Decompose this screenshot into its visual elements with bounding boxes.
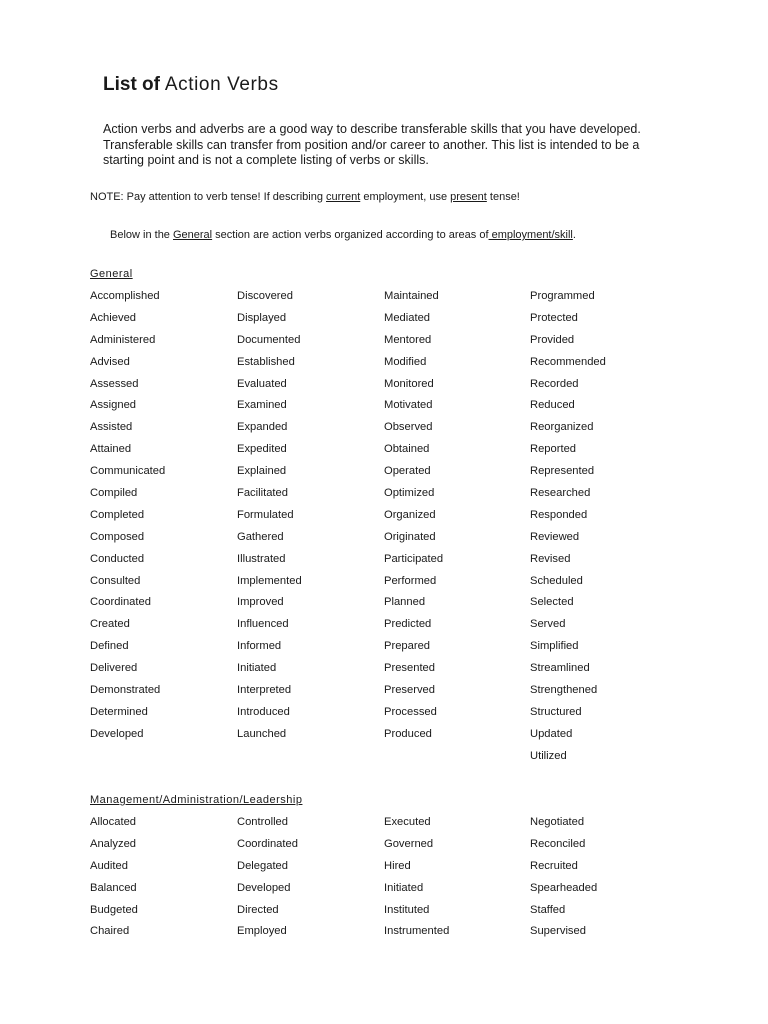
verb-item: Operated bbox=[384, 465, 431, 478]
verb-item: Influenced bbox=[237, 618, 289, 631]
verb-item: Composed bbox=[90, 530, 145, 543]
verb-item: Conducted bbox=[90, 552, 145, 565]
verb-item: Facilitated bbox=[237, 487, 288, 500]
verb-item: Predicted bbox=[384, 618, 432, 631]
below-prefix: Below in the bbox=[110, 229, 173, 241]
verb-item: Monitored bbox=[384, 377, 434, 390]
verb-item: Simplified bbox=[530, 640, 579, 653]
verb-item: Supervised bbox=[530, 925, 586, 938]
verb-item: Achieved bbox=[90, 311, 137, 324]
verb-item: Planned bbox=[384, 596, 426, 609]
verb-item: Examined bbox=[237, 399, 287, 412]
verb-item: Coordinated bbox=[90, 596, 151, 609]
verb-item: Hired bbox=[384, 859, 411, 872]
verb-item: Delivered bbox=[90, 662, 138, 675]
verb-item: Documented bbox=[237, 333, 301, 346]
verb-item: Introduced bbox=[237, 705, 290, 718]
verb-item: Controlled bbox=[237, 816, 288, 828]
verb-item: Prepared bbox=[384, 640, 431, 653]
verb-item: Coordinated bbox=[237, 837, 298, 850]
verb-item: Obtained bbox=[384, 443, 430, 456]
verb-item: Optimized bbox=[384, 487, 435, 500]
general-column-4 bbox=[530, 286, 606, 768]
verb-item: Implemented bbox=[237, 574, 302, 587]
verb-item: Balanced bbox=[90, 881, 137, 894]
verb-item: Delegated bbox=[237, 859, 289, 872]
verb-item: Employed bbox=[237, 925, 287, 938]
management-column-4 bbox=[530, 812, 597, 943]
verb-item: Mediated bbox=[384, 311, 431, 324]
verb-item: Analyzed bbox=[90, 837, 137, 850]
verb-item: Represented bbox=[530, 465, 595, 478]
verb-item: Reviewed bbox=[530, 530, 580, 543]
verb-item: Determined bbox=[90, 705, 148, 718]
verb-item: Structured bbox=[530, 705, 582, 718]
note-middle: employment, use bbox=[360, 191, 451, 203]
general-column-2 bbox=[237, 286, 302, 746]
verb-item: Allocated bbox=[90, 816, 137, 828]
note-current: current bbox=[326, 191, 361, 203]
verb-item: Displayed bbox=[237, 311, 287, 324]
verb-item: Compiled bbox=[90, 487, 138, 500]
verb-item: Discovered bbox=[237, 290, 293, 302]
verb-item: Established bbox=[237, 355, 295, 368]
verb-item: Presented bbox=[384, 662, 435, 675]
verb-item: Evaluated bbox=[237, 377, 287, 390]
verb-item: Informed bbox=[237, 640, 282, 653]
verb-item: Expanded bbox=[237, 421, 288, 434]
verb-item: Formulated bbox=[237, 508, 294, 521]
verb-item: Launched bbox=[237, 727, 287, 740]
management-column-1 bbox=[90, 812, 138, 943]
verb-item: Reorganized bbox=[530, 421, 594, 434]
verb-item: Completed bbox=[90, 508, 145, 521]
verb-item: Assigned bbox=[90, 399, 137, 412]
verb-item: Served bbox=[530, 618, 566, 631]
page-title-bold: List of bbox=[103, 74, 160, 95]
management-column-3 bbox=[384, 812, 449, 943]
verb-item: Reconciled bbox=[530, 837, 586, 850]
verb-item: Updated bbox=[530, 727, 573, 740]
below-employment: employment/skill bbox=[488, 229, 573, 241]
management-heading: Management/Administration/Leadership bbox=[90, 794, 303, 806]
verb-item: Selected bbox=[530, 596, 574, 609]
verb-item: Participated bbox=[384, 552, 444, 565]
verb-item: Assisted bbox=[90, 421, 133, 434]
verb-item: Illustrated bbox=[237, 552, 286, 565]
verb-item: Streamlined bbox=[530, 662, 590, 675]
note-suffix: tense! bbox=[486, 191, 520, 203]
verb-item: Developed bbox=[237, 881, 291, 894]
verb-item: Communicated bbox=[90, 465, 166, 478]
verb-item: Reduced bbox=[530, 399, 575, 412]
verb-item: Instituted bbox=[384, 903, 430, 916]
verb-item: Produced bbox=[384, 727, 432, 740]
verb-item: Recorded bbox=[530, 377, 579, 390]
verb-item: Advised bbox=[90, 355, 130, 368]
verb-item: Responded bbox=[530, 508, 588, 521]
verb-item: Executed bbox=[384, 816, 431, 828]
verb-item: Governed bbox=[384, 837, 434, 850]
verb-item: Defined bbox=[90, 640, 129, 653]
verb-item: Processed bbox=[384, 705, 437, 718]
verb-item: Utilized bbox=[530, 749, 567, 762]
verb-item: Observed bbox=[384, 421, 433, 434]
verb-item: Directed bbox=[237, 903, 279, 916]
verb-item: Expedited bbox=[237, 443, 287, 456]
verb-item: Budgeted bbox=[90, 903, 138, 916]
verb-item: Revised bbox=[530, 552, 571, 565]
verb-item: Instrumented bbox=[384, 925, 450, 938]
verb-item: Mentored bbox=[384, 333, 432, 346]
verb-item: Scheduled bbox=[530, 574, 583, 587]
verb-item: Negotiated bbox=[530, 816, 585, 828]
verb-item: Administered bbox=[90, 333, 156, 346]
verb-item: Chaired bbox=[90, 925, 130, 938]
verb-item: Protected bbox=[530, 311, 578, 324]
verb-item: Audited bbox=[90, 859, 128, 872]
verb-item: Spearheaded bbox=[530, 881, 598, 894]
verb-item: Created bbox=[90, 618, 130, 631]
verb-item: Staffed bbox=[530, 903, 566, 916]
intro-paragraph: Action verbs and adverbs are a good way to describe transferable skills that you have developed. Transferable skills can transfer from position and/or career to another. This list is intended to be a starting point and is not a complete listing of verbs or skills. bbox=[103, 122, 641, 167]
verb-item: Researched bbox=[530, 487, 591, 500]
management-column-2 bbox=[237, 812, 298, 943]
verb-item: Interpreted bbox=[237, 684, 292, 697]
verb-item: Motivated bbox=[384, 399, 433, 412]
verb-item: Originated bbox=[384, 530, 436, 543]
verb-item: Modified bbox=[384, 355, 427, 368]
verb-item: Reported bbox=[530, 443, 577, 456]
verb-item: Attained bbox=[90, 443, 132, 456]
general-column-3 bbox=[384, 286, 443, 746]
verb-item: Consulted bbox=[90, 574, 141, 587]
verb-item: Gathered bbox=[237, 530, 284, 543]
verb-item: Recruited bbox=[530, 859, 578, 872]
note-present: present bbox=[450, 191, 487, 203]
verb-item: Assessed bbox=[90, 377, 139, 390]
verb-item: Explained bbox=[237, 465, 287, 478]
verb-item: Performed bbox=[384, 574, 437, 587]
verb-item: Preserved bbox=[384, 684, 435, 697]
verb-item: Provided bbox=[530, 333, 575, 346]
verb-item: Strengthened bbox=[530, 684, 598, 697]
verb-item: Improved bbox=[237, 596, 284, 609]
below-suffix: . bbox=[572, 229, 576, 241]
page-title-rest: Action Verbs bbox=[160, 74, 279, 95]
page-title bbox=[103, 74, 279, 96]
verb-item: Recommended bbox=[530, 355, 606, 368]
verb-item: Organized bbox=[384, 508, 436, 521]
verb-item: Initiated bbox=[237, 662, 277, 675]
below-middle: section are action verbs organized according to areas of bbox=[212, 229, 489, 241]
verb-item: Developed bbox=[90, 727, 144, 740]
below-general: General bbox=[172, 229, 213, 241]
general-heading: General bbox=[90, 268, 133, 280]
general-column-1 bbox=[90, 286, 165, 746]
verb-item: Accomplished bbox=[90, 290, 160, 302]
below-paragraph bbox=[110, 229, 576, 241]
note-paragraph bbox=[90, 191, 520, 203]
verb-item: Programmed bbox=[530, 290, 595, 302]
verb-item: Initiated bbox=[384, 881, 424, 894]
verb-item: Demonstrated bbox=[90, 684, 161, 697]
verb-item: Maintained bbox=[384, 290, 439, 302]
note-prefix: NOTE: Pay attention to verb tense! If describing bbox=[90, 191, 327, 203]
